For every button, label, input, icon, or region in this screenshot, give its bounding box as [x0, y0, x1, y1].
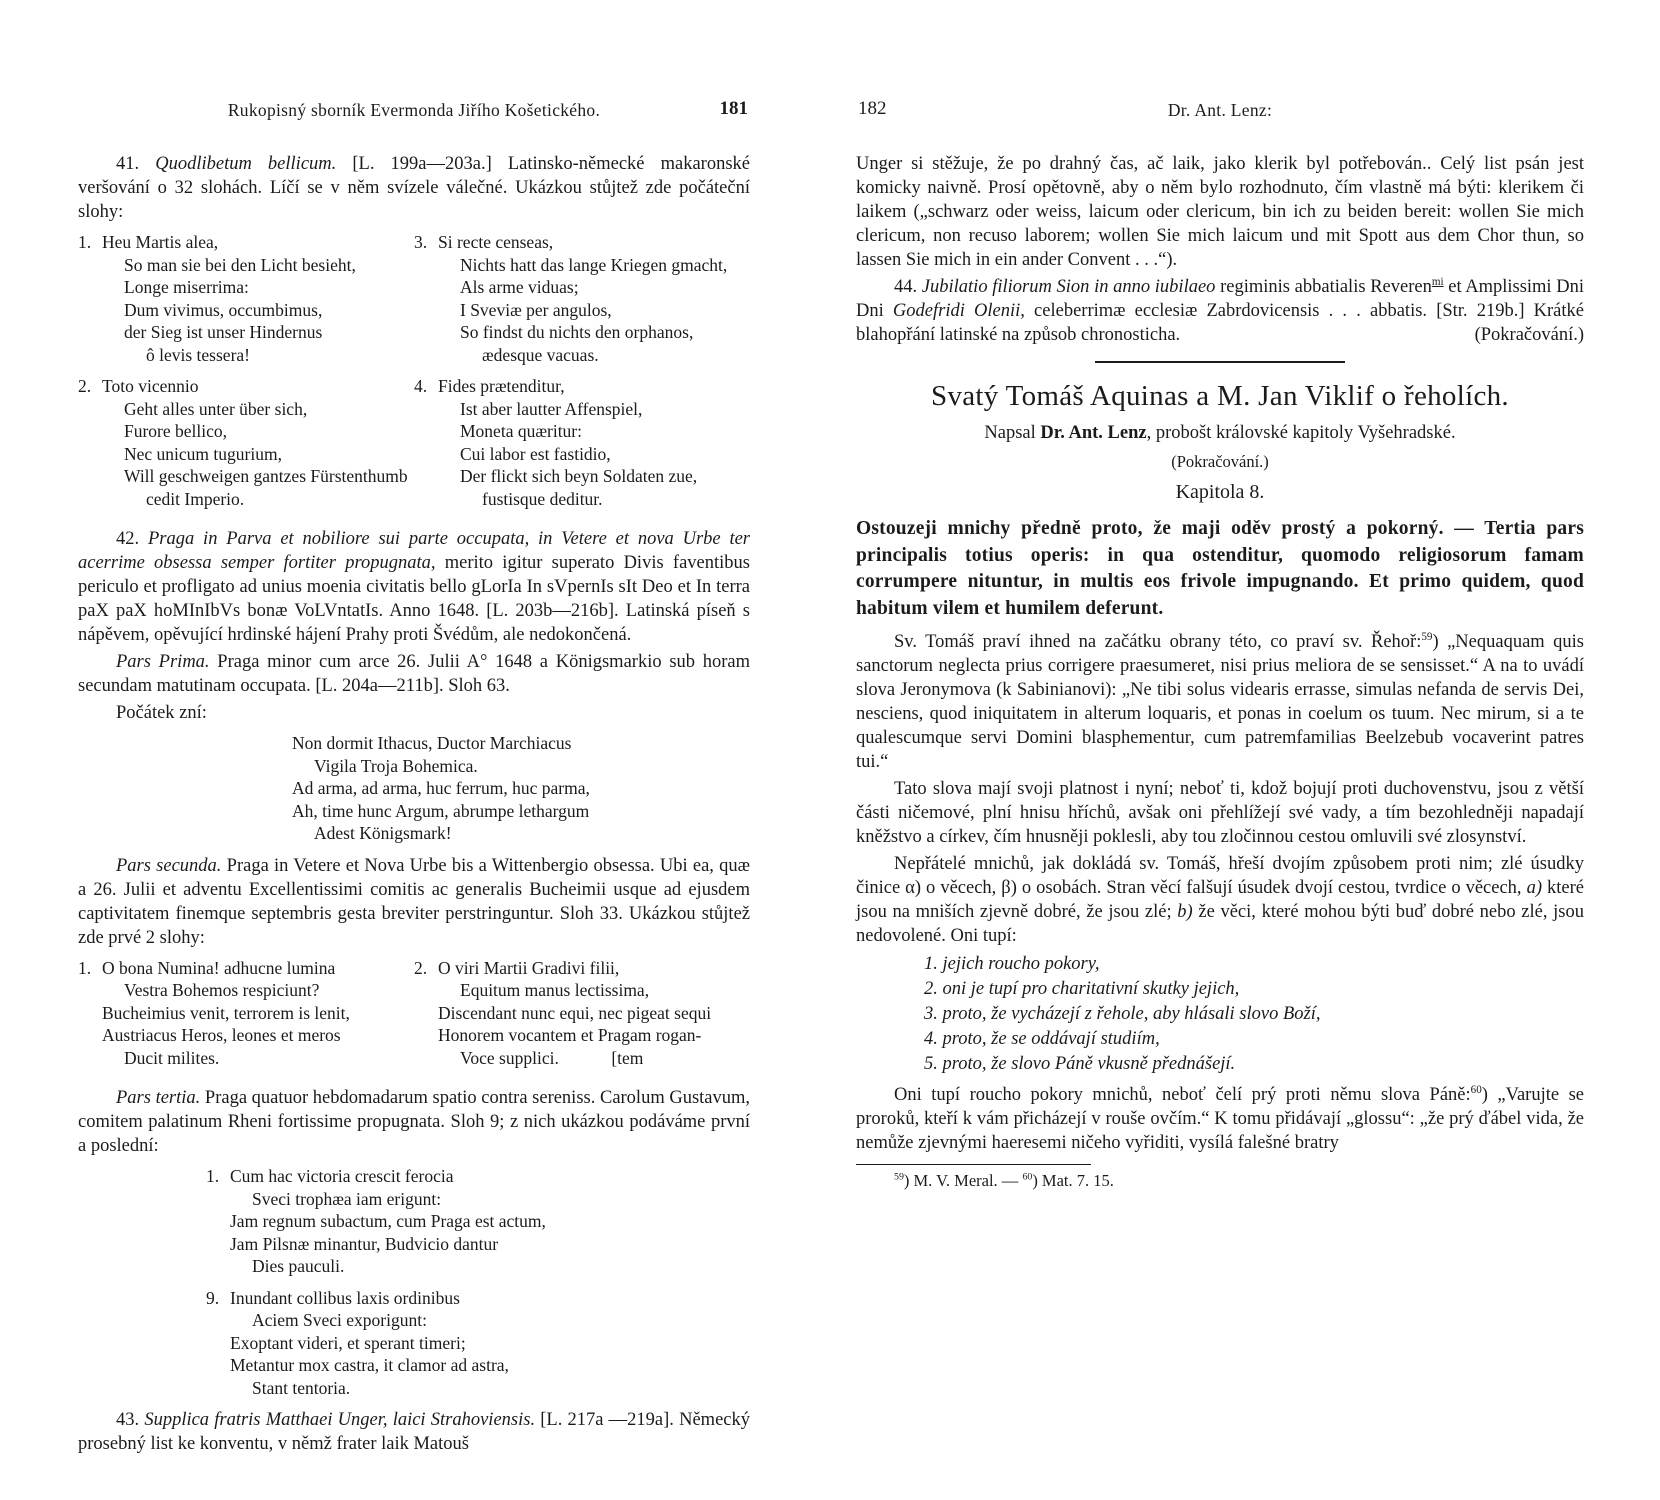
stanza-number: 1. [78, 957, 92, 978]
verse-line: Der flickt sich beyn Soldaten zue, [460, 466, 698, 486]
text-segment: Godefridi Olenii, [892, 301, 1025, 321]
right-page [856, 100, 1584, 1192]
verse-line: Equitum manus lectissima, [460, 980, 650, 1000]
verse-line: 2. Toto vicennio [78, 376, 199, 396]
text-segment: 59 [1421, 630, 1433, 643]
section-divider-rule [1095, 361, 1345, 363]
verse-line: Vestra Bohemos respiciunt? [124, 980, 320, 1000]
verse-line: Geht alles unter über sich, [124, 398, 308, 419]
text-segment: (Pokračování.) [1474, 325, 1584, 345]
verse-line: 1. Cum hac victoria crescit ferocia [206, 1166, 454, 1186]
verse-line: Moneta quæritur: [460, 421, 582, 441]
verse-line: So man sie bei den Licht besieht, [124, 254, 356, 275]
verse-line: Sveci trophæa iam erigunt: [252, 1188, 442, 1209]
verse-block-quodlibetum [78, 231, 750, 519]
text-segment: [L. 199a—203a.] Latinsko-německé makaronské veršování o 32 slohách. Líčí se v něm svízele válečné. Ukázkou stůjtež zde počáteční slohy: [78, 154, 750, 222]
text-segment: Praga quatuor hebdomadarum spatio contra sereniss. Carolum Gustavum, comitem palatinum Rheni fortissime propugnata. Sloh 9; z nich ukázkou podáváme první a poslední: [78, 1088, 751, 1156]
text-segment: Praga in Vetere et Nova Urbe bis a Wittenbergio obsessa. Ubi ea, quæ a 26. Julii et adventu Excellentissimi comitis ac generalis Bucheimii usque ad ejusdem captivitatem finemque septembris gesta breviter perstringuntur. Sloh 33. Ukázkou stůjtež zde prvé 2 slohy: [78, 855, 751, 948]
section-41-paragraph [78, 152, 750, 224]
stanza-number: 4. [414, 376, 428, 396]
verse-line: Dies pauculi. [252, 1256, 345, 1276]
footnotes [856, 1170, 1584, 1192]
list-item: 3. proto, že vycházejí z řehole, aby hlásali slovo Boží, [924, 1004, 1321, 1024]
text-segment: Praga in Parva et nobiliore sui parte occupata, in Vetere et nova Urbe ter acerrime obsessa semper fortiter propugnata, [78, 529, 751, 573]
text-segment: 44. [894, 277, 922, 297]
running-title-right: Dr. Ant. Lenz: [1167, 100, 1273, 120]
text-segment: Oni tupí roucho pokory mnichů, neboť čelí prý proti němu slova Páně: [894, 1085, 1471, 1105]
text-segment: Ostouzeji mnichy předně proto, že maji oděv prostý a pokorný. — Tertia pars principalis totius operis: in qua ostenditur, quomodo religiosorum famam corrumpere nituntur, in multis eos frivole impugnando. Et primo quidem, quod habitum vilem et humilem deferunt. [856, 518, 1584, 619]
chapter-lead-paragraph [856, 516, 1584, 622]
left-page-header [78, 100, 750, 126]
text-segment: Dr. Ant. Lenz [1040, 423, 1147, 443]
text-segment: které jsou na mniších zjevně dobré, že jsou zlé; [856, 878, 1584, 922]
continuation-note: (Pokračování.) [1171, 452, 1269, 471]
verse-line: 3. Si recte censeas, [414, 232, 554, 252]
text-segment: et Amplissimi Dni Dni [856, 277, 1584, 321]
text-segment: celeberrimæ ecclesiæ Zabrdovicensis . . . abbatis. [Str. 219b.] Krátké blahopřání latinské na způsob chronosticha. [856, 301, 1584, 345]
verse-line: cedit Imperio. [146, 488, 245, 509]
verse-line: Bucheimius venit, terrorem is lenit, [102, 1002, 350, 1023]
text-segment: ) „Varujte se proroků, kteří k vám přicházejí v rouše ovčím.“ K tomu přidávají „glossu“: „že prý ďábel vida, že nemůže zjevnými haeresemi ničeho vyřiditi, vysílá falešné bratry [856, 1085, 1584, 1153]
verse-line: Non dormit Ithacus, Ductor Marchiacus [292, 733, 572, 753]
verse-line: Jam regnum subactum, cum Praga est actum, [230, 1211, 546, 1231]
list-item: 5. proto, že slovo Páně vkusně přednášejí. [924, 1054, 1236, 1074]
verse-stanza [414, 375, 750, 510]
text-segment: Praga minor cum arce 26. Julii A° 1648 a Königsmarkio sub horam secundam matutinam occupata. [L. 204a—211b]. Sloh 63. [78, 652, 751, 696]
text-segment: Sv. Tomáš praví ihned na začátku obrany této, co praví sv. Řehoř: [894, 632, 1422, 652]
text-segment: mi [1431, 275, 1444, 288]
unger-paragraph [856, 152, 1584, 272]
stanza-number: 9. [206, 1287, 220, 1308]
verse-line: 9. Inundant collibus laxis ordinibus [206, 1287, 460, 1308]
pars-tertia-paragraph [78, 1086, 750, 1158]
verse-line: Ad arma, ad arma, huc ferrum, huc parma, [292, 778, 590, 798]
section-44-paragraph [856, 275, 1584, 347]
verse-line: 1. Heu Martis alea, [78, 232, 219, 252]
text-segment: a) [1526, 878, 1542, 898]
page-number-right: 182 [858, 98, 887, 119]
pocatek-label: Počátek zní: [116, 703, 207, 723]
list-item: 4. proto, že se oddávají studiím, [924, 1029, 1160, 1049]
text-segment: Supplica fratris Matthaei Unger, laici Strahoviensis. [144, 1410, 536, 1430]
verse-line: 4. Fides prætenditur, [414, 376, 565, 396]
verse-line: Adest Königsmark! [314, 823, 452, 843]
verse-line: 1. O bona Numina! adhucne lumina [78, 957, 336, 978]
verse-line: Cui labor est fastidio, [460, 443, 611, 464]
verse-stanza [78, 231, 414, 366]
verse-line: Austriacus Heros, leones et meros [102, 1025, 341, 1045]
text-segment: 42. [116, 529, 148, 549]
verse-line: fustisque deditur. [482, 488, 603, 509]
text-segment: [L. 217a —219a]. Německý prosebný list ke konventu, v němž frater laik Matouš [78, 1410, 750, 1454]
verse-line: Aciem Sveci exporigunt: [252, 1310, 427, 1330]
verse-stanza [78, 957, 414, 1070]
text-segment: ) Mat. 7. 15. [1032, 1171, 1114, 1190]
verse-line: Furore bellico, [124, 421, 228, 441]
list-item: 1. jejich roucho pokory, [924, 954, 1100, 974]
stanza-number: 1. [206, 1166, 220, 1186]
text-segment: Pars tertia. [116, 1088, 201, 1108]
text-segment: Pars secunda. [116, 855, 222, 876]
verse-line: Als arme viduas; [460, 277, 579, 297]
list-item: 2. oni je tupí pro charitativní skutky jejich, [924, 979, 1240, 999]
verse-stanza [206, 1287, 750, 1400]
left-page [78, 100, 750, 1459]
footnote-rule [856, 1164, 1091, 1165]
text-segment: merito igitur superato Divis faventibus periculo et profligato ad unius moenia civitatis bello gLorIa In sVpernIs sIt Deo et In terra paX paX hoMInIbVs bonæ VoLVntatIs. Anno 1648. [L. 203b—216b]. Latinská píseň s nápěvem, opěvující hrdinské hájení Prahy proti Švédům, ale nedokončená. [78, 553, 750, 645]
verse-stanza [78, 375, 414, 510]
section-42-paragraph [78, 527, 750, 647]
verse-block-non-dormit [268, 732, 750, 845]
text-segment: 60 [1470, 1083, 1482, 1096]
verse-line: I Sveviæ per angulos, [460, 299, 612, 320]
text-segment: 43. [116, 1410, 145, 1430]
article-byline [856, 423, 1584, 444]
verse-line: Metantur mox castra, it clamor ad astra, [230, 1355, 509, 1375]
page-number-left: 181 [719, 98, 748, 119]
verse-stanza [206, 1165, 750, 1278]
verse-line: 2. O viri Martii Gradivi filii, [414, 957, 620, 978]
text-segment: , probošt královské kapitoly Vyšehradské. [1146, 423, 1456, 443]
verse-line: Dum vivimus, occumbimus, [124, 299, 323, 320]
verse-block-cum-hac [206, 1165, 750, 1399]
verse-line: Longe miserrima: [124, 277, 249, 297]
verse-line: Ist aber lautter Affenspiel, [460, 398, 643, 419]
text-segment: 59 [894, 1171, 904, 1183]
text-segment: ) „Nequaquam quis sanctorum neglecta prius corrigere praesumeret, nisi prius meliora de se sensisset.“ A na to uvádí slova Jeronymova (k Sabinianovi): „Ne tibi solus videaris errasse, simulas nefanda de servis Dei, nesciens, quod iniquitatem in alterum loquaris, et ponas in coelum os tuum. Nec mirum, si a te qualescumque servi Domini blasphementur, cum patremfamilias Beelzebub vocaverint patres tui.“ [856, 632, 1584, 772]
nepratele-paragraph [856, 852, 1584, 948]
text-segment: 41. [116, 154, 156, 174]
text-segment: Pars Prima. [116, 652, 210, 672]
verse-line: Nichts hatt das lange Kriegen gmacht, [460, 254, 728, 275]
text-segment: regiminis abbatialis Reveren [1215, 277, 1432, 297]
verse-line: So findst du nichts den orphanos, [460, 322, 694, 342]
text-segment: Unger si stěžuje, že po drahný čas, ač laik, jako klerik byl potřebován.. Celý list psán jest komicky naivně. Prosí opětovně, aby o něm bylo rozhodnuto, čím vlastně má býti: klerikem či laikem („schwarz oder weiss, laicum oder clericum, bin ich zu beiden bereit: wollen Sie mich clericum, non recuso laborem; wollen Sie mich laicum und mit Spott aus dem Chor thun, so lassen Sie mich in ein ander Convent . . .“). [856, 154, 1584, 270]
pars-prima-paragraph [78, 650, 750, 698]
verse-stanza [414, 957, 750, 1070]
verse-stanza [268, 732, 750, 845]
verse-block-o-bona [78, 957, 750, 1079]
text-segment: 60 [1022, 1171, 1033, 1183]
verse-stanza [414, 231, 750, 366]
text-segment: ) M. V. Meral. — [903, 1171, 1023, 1190]
chapter-heading: Kapitola 8. [1175, 481, 1265, 503]
text-segment: že věci, které mohou býti buď dobré nebo zlé, jsou nedovolené. Oni tupí: [856, 902, 1584, 946]
verse-line: Honorem vocantem et Pragam rogan- [438, 1025, 702, 1045]
verse-line: Exoptant videri, et sperant timeri; [230, 1332, 466, 1353]
right-page-header [856, 100, 1584, 126]
text-segment: Nepřátelé mnichů, jak dokládá sv. Tomáš, hřeší dvojím způsobem proti nim; zlé úsudky činice α) o věcech, β) o osobách. Stran věcí falšují úsudek dvojí cestou, tvrdice o věcech, [856, 854, 1584, 898]
sv-tomas-paragraph [856, 630, 1584, 774]
pars-secunda-paragraph [78, 854, 750, 950]
text-segment: Tato slova mají svoji platnost i nyní; neboť ti, kdož bojují proti duchovenstvu, jsou z větší části ničemové, plní hnisu hříchů, avšak oni přehlížejí své vady, a tím bezohledněji napadají kněžstvo a církev, čím hnusněji poklesli, aby tou zločinnou cestou omluvili své zlosynství. [856, 779, 1584, 847]
stanza-number: 1. [78, 232, 92, 252]
tato-slova-paragraph [856, 777, 1584, 849]
text-segment: b) [1177, 902, 1193, 922]
verse-column-2 [414, 957, 750, 1079]
running-title-left: Rukopisný sborník Evermonda Jiřího Košetického. [227, 100, 601, 120]
verse-line: Ah, time hunc Argum, abrumpe lethargum [292, 800, 590, 821]
text-segment: Napsal [984, 423, 1041, 443]
text-segment: Jubilatio filiorum Sion in anno iubilaeo [921, 277, 1216, 297]
verse-line: der Sieg ist unser Hindernus [124, 322, 323, 342]
reproach-list [856, 952, 1584, 1077]
verse-line: ædesque vacuas. [482, 344, 599, 365]
verse-line: ô levis tessera! [146, 344, 250, 365]
text-segment: Quodlibetum bellicum. [155, 154, 337, 174]
verse-line: Nec unicum tugurium, [124, 443, 282, 464]
stanza-number: 3. [414, 232, 428, 252]
verse-line: Voce supplici. [tem [460, 1047, 644, 1068]
article-title: Svatý Tomáš Aquinas a M. Jan Viklif o řeholích. [931, 380, 1509, 412]
verse-line: Stant tentoria. [252, 1377, 351, 1398]
oni-tupi-paragraph [856, 1083, 1584, 1155]
stanza-number: 2. [414, 957, 428, 978]
verse-column-1 [78, 957, 414, 1079]
verse-line: Jam Pilsnæ minantur, Budvicio dantur [230, 1233, 499, 1254]
verse-column-2 [414, 231, 750, 519]
verse-line: Discendant nunc equi, nec pigeat sequi [438, 1002, 712, 1023]
verse-column-1 [78, 231, 414, 519]
section-43-paragraph [78, 1408, 750, 1456]
verse-line: Vigila Troja Bohemica. [314, 755, 478, 776]
verse-line: Will geschweigen gantzes Fürstenthumb [124, 466, 408, 486]
verse-line: Ducit milites. [124, 1047, 220, 1068]
stanza-number: 2. [78, 376, 92, 396]
